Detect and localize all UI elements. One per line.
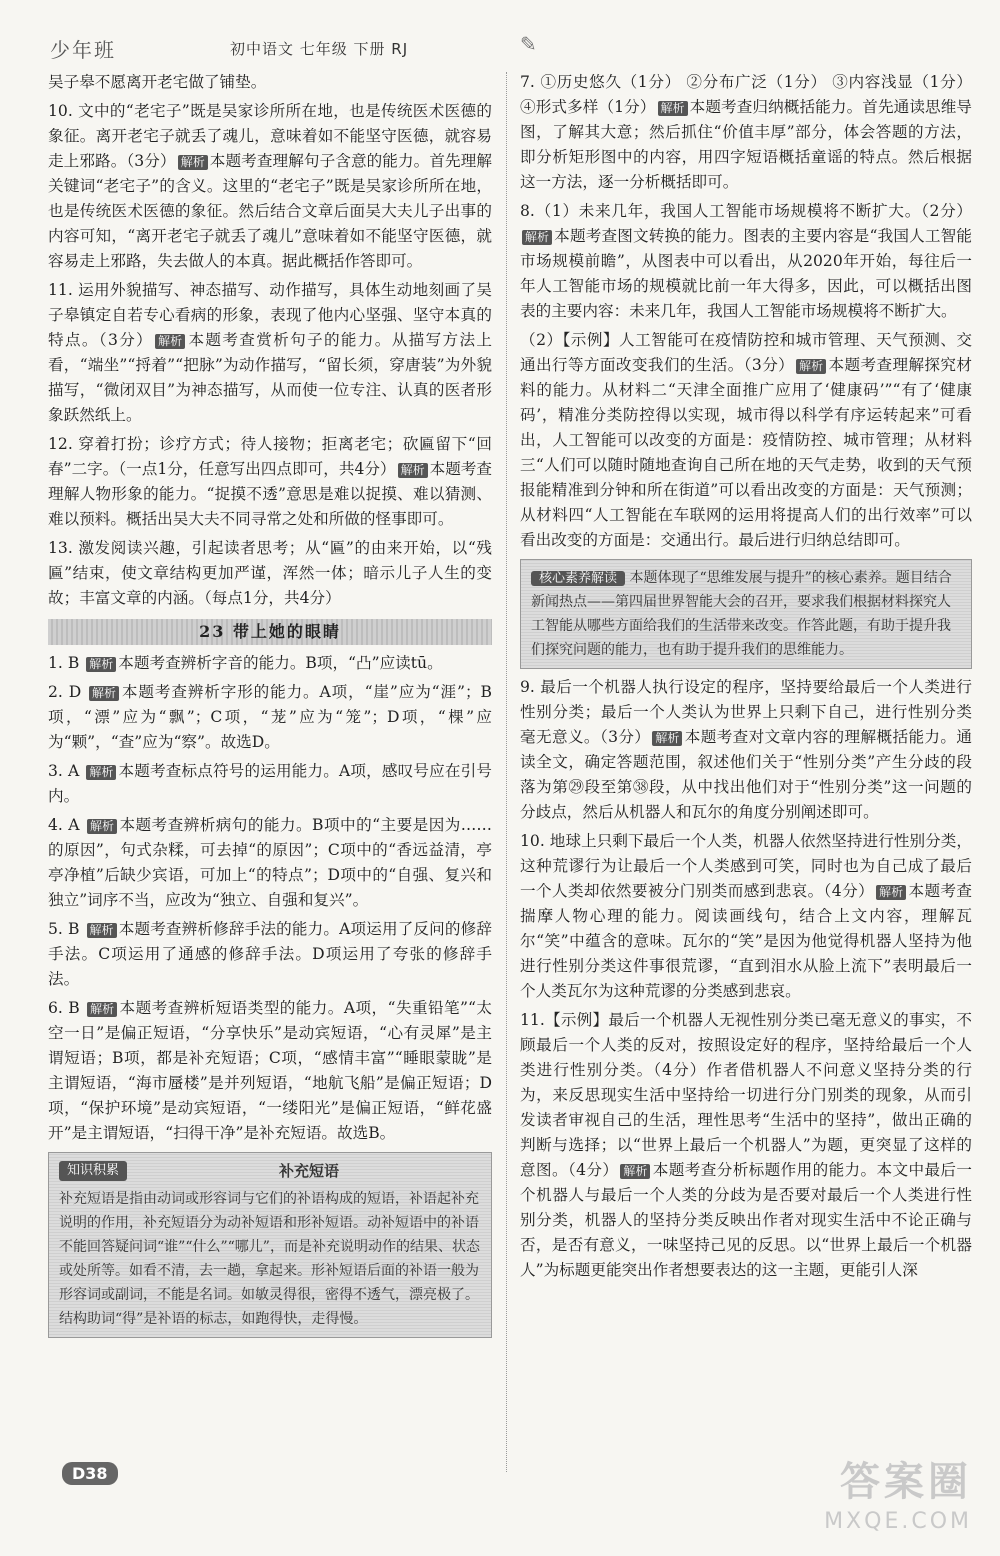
- page-header: [40, 28, 960, 68]
- literacy-box: [520, 559, 972, 669]
- answer-item: 3. A 解析 本题考查标点符号的运用能力。A项，感叹号应在引号内。: [48, 762, 493, 805]
- answer-item: 12. 穿着打扮；诊疗方式；待人接物；拒离老宅；砍匾留下“回春”二字。（一点1分，任意写出四点即可，共4分） 解析 本题考查理解人物形象的能力。“捉摸不透”意思是难以捉摸、难以猜测、难以预料。概括出吴大夫不同寻常之处和所做的怪事即可。: [48, 435, 492, 528]
- watermark: [824, 1450, 972, 1534]
- column-divider: [506, 72, 507, 1472]
- answer-item: 5. B 解析 本题考查辨析修辞手法的能力。A项运用了反问的修辞手法。C项运用了通感的修辞手法。D项运用了夸张的修辞手法。: [48, 920, 492, 988]
- knowledge-box: [48, 1152, 492, 1338]
- answer-item: （2）【示例】人工智能可在疫情防控和城市管理、天气预测、交通出行等方面改变我们的生活。（3分） 解析 本题考查理解探究材料的能力。从材料二“天津全面推广应用了‘健康码’”“有了‘健康码’，精准分类防控得以实现，城市得以科学有序运转起来”可看出，人工智能可以改变的方面是：疫情防控、城市管理；从材料三“人们可以随时随地查询自己所在地的天气走势，收到的天气预报能精准到分钟和所在街道”可以看出改变的方面是：天气预测；从材料四“人工智能在车联网的运用将提高人们的出行效率”可以看出改变的方面是：交通出行。最后进行归纳总结即可。: [520, 331, 972, 549]
- left-answers-part1: [48, 70, 492, 611]
- answer-item: 8.（1）未来几年，我国人工智能市场规模将不断扩大。（2分）解析 本题考查图文转换的能力。图表的主要内容是“我国人工智能市场规模前瞻”，从图表中可以看出，从2020年开始，每往后一年人工智能市场的规模就比前一年大得多，因此，可以概括出图表的主要内容：未来几年，我国人工智能市场规模将不断扩大。: [520, 202, 972, 320]
- header-subject: 初中语文 七年级 下册 RJ: [230, 40, 409, 58]
- answer-item: 7. ①历史悠久（1分） ②分布广泛（1分） ③内容浅显（1分） ④形式多样（1分） 解析 本题考查归纳概括能力。首先通读思维导图，了解其大意；然后抓住“价值丰厚”部分，体会答题的方法，即分析矩形图中的内容，用四字短语概括童谣的特点。然后根据这一方法，逐一分析概括即可。: [520, 73, 972, 191]
- answer-item: 11. 运用外貌描写、神态描写、动作描写，具体生动地刻画了吴子皋镇定自若专心看病的形象，表现了他内心坚强、坚守本真的特点。（3分） 解析 本题考查赏析句子的能力。从描写方法上看，“端坐”“捋着”“把脉”为动作描写，“留长须，穿唐装”为外貌描写，“微闭双目”为神态描写，从而使一位专注、认真的医者形象跃然纸上。: [48, 281, 492, 424]
- answer-item: 吴子皋不愿离开老宅做了铺垫。: [48, 73, 267, 91]
- page-number: D38: [62, 1462, 118, 1485]
- answer-item: 13. 激发阅读兴趣，引起读者思考；从“匾”的由来开始，以“残匾”结束，使文章结构更加严谨，浑然一体；暗示儿子人生的变故；丰富文章的内涵。（每点1分，共4分）: [48, 539, 492, 607]
- left-answers-part2: [48, 651, 492, 1146]
- answer-item: 6. B 解析 本题考查辨析短语类型的能力。A项，“失重铅笔”“太空一日”是偏正短语，“分享快乐”是动宾短语，“心有灵犀”是主谓短语；B项，都是补充短语；C项，“感情丰富”“睡眼蒙眬”是主谓短语，“海市蜃楼”是并列短语，“地航飞船”是偏正短语；D项，“保护环境”是动宾短语，“一缕阳光”是偏正短语，“鲜花盛开”是主谓短语，“扫得干净”是补充短语。故选B。: [48, 999, 492, 1142]
- answer-item: 2. D 解析 本题考查辨析字形的能力。A项，“崖”应为“涯”；B项，“漂”应为“飘”；C项，“茏”应为“笼”；D项，“棵”应为“颗”，“查”应为“察”。故选D。: [48, 683, 493, 751]
- answer-item: 10. 文中的“老宅子”既是吴家诊所所在地，也是传统医术医德的象征。离开老宅子就丢了魂儿，意味着如不能坚守医德，就容易走上邪路。（3分） 解析 本题考查理解句子含意的能力。首先理解关键词“老宅子”的含义。这里的“老宅子”既是吴家诊所所在地，也是传统医术医德的象征。然后结合文章后面吴大夫儿子出事的内容可知，“离开老宅子就丢了魂儿”意味着如不能坚守医德，就容易走上邪路，失去做人的本真。据此概括作答即可。: [48, 102, 492, 270]
- section-title: 23 带上她的眼睛: [48, 619, 492, 645]
- knowledge-label: 知识积累: [59, 1161, 127, 1181]
- decoration-icon: ✎: [520, 32, 537, 56]
- knowledge-title: 补充短语: [279, 1162, 340, 1180]
- watermark-logo: 答案圈: [840, 1459, 972, 1505]
- answer-item: 10. 地球上只剩下最后一个人类，机器人依然坚持进行性别分类，这种荒谬行为让最后一个人类感到可笑，同时也为自己成了最后一个人类却依然要被分门别类而感到悲哀。（4分） 解析 本题考查揣摩人物心理的能力。阅读画线句，结合上文内容，理解瓦尔“笑”中蕴含的意味。瓦尔的“笑”是因为他觉得机器人坚持为他进行性别分类这件事很荒谬，“直到泪水从脸上流下”表明最后一个人类瓦尔为这种荒谬的分类感到悲哀。: [520, 832, 972, 1000]
- answer-item: 9. 最后一个机器人执行设定的程序，坚持要给最后一个人类进行性别分类；最后一个人类认为世界上只剩下自己，进行性别分类毫无意义。（3分） 解析 本题考查对文章内容的理解概括能力。通读全文，确定答题范围，叙述他们关于“性别分类”产生分歧的段落为第㉙段至第㊳段，从中找出他们对于“性别分类”这一问题的分歧点，然后从机器人和瓦尔的角度分别阐述即可。: [520, 678, 972, 821]
- right-answers-part2: [520, 675, 972, 1283]
- literacy-text: 本题体现了“思维发展与提升”的核心素养。题目结合新闻热点——第四届世界智能大会的召开，要求我们根据材料探究人工智能从哪些方面给我们的生活带来改变。作答此题，有助于提升我们探究问题的能力，也有助于提升我们的思维能力。: [531, 570, 952, 658]
- knowledge-text: 补充短语是指由动词或形容词与它们的补语构成的短语，补语起补充说明的作用，补充短语分为动补短语和形补短语。动补短语中的补语不能回答疑问词“谁”“什么”“哪儿”，而是补充说明动作的结果、状态或处所等。如看不清，去一趟，拿起来。形补短语后面的补语一般为形容词或副词，不能是名词。如敏灵得很，密得不透气，漂亮极了。结构助词“得”是补语的标志，如跑得快，走得慢。: [59, 1191, 480, 1327]
- answer-item: 1. B 解析 本题考查辨析字音的能力。B项，“凸”应读tū。: [48, 654, 443, 672]
- brand-logo: 少年班: [50, 38, 116, 62]
- right-answers-part1: [520, 70, 972, 553]
- answer-item: 4. A 解析 本题考查辨析病句的能力。B项中的“主要是因为……的原因”，句式杂糅，可去掉“的原因”；C项中的“香远益清，亭亭净植”后缺少宾语，可加上“的特点”；D项中的“自强、复兴和独立”词序不当，应改为“独立、自强和复兴”。: [48, 816, 492, 909]
- right-column: [520, 70, 972, 1287]
- left-column: [48, 70, 492, 1344]
- answer-item: 11.【示例】最后一个机器人无视性别分类已毫无意义的事实，不顾最后一个人类的反对，按照设定好的程序，坚持给最后一个人类进行性别分类。（4分）作者借机器人不问意义坚持分类的行为，来反思现实生活中坚持给一切进行分门别类的现象，从而引发读者审视自己的生活，理性思考“生活中的坚持”，做出正确的判断与选择；以“世界上最后一个机器人”为题，更突显了这样的意图。（4分） 解析 本题考查分析标题作用的能力。本文中最后一个机器人与最后一个人类的分歧为是否要对最后一个人类进行性别分类，机器人的坚持分类反映出作者对现实生活中不论正确与否，是否有意义，一味坚持己见的反思。以“世界上最后一个机器人”为标题更能突出作者想要表达的这一主题，更能引人深: [520, 1011, 972, 1279]
- watermark-url: MXQE.COM: [824, 1509, 972, 1534]
- literacy-label: 核心素养解读: [531, 571, 625, 586]
